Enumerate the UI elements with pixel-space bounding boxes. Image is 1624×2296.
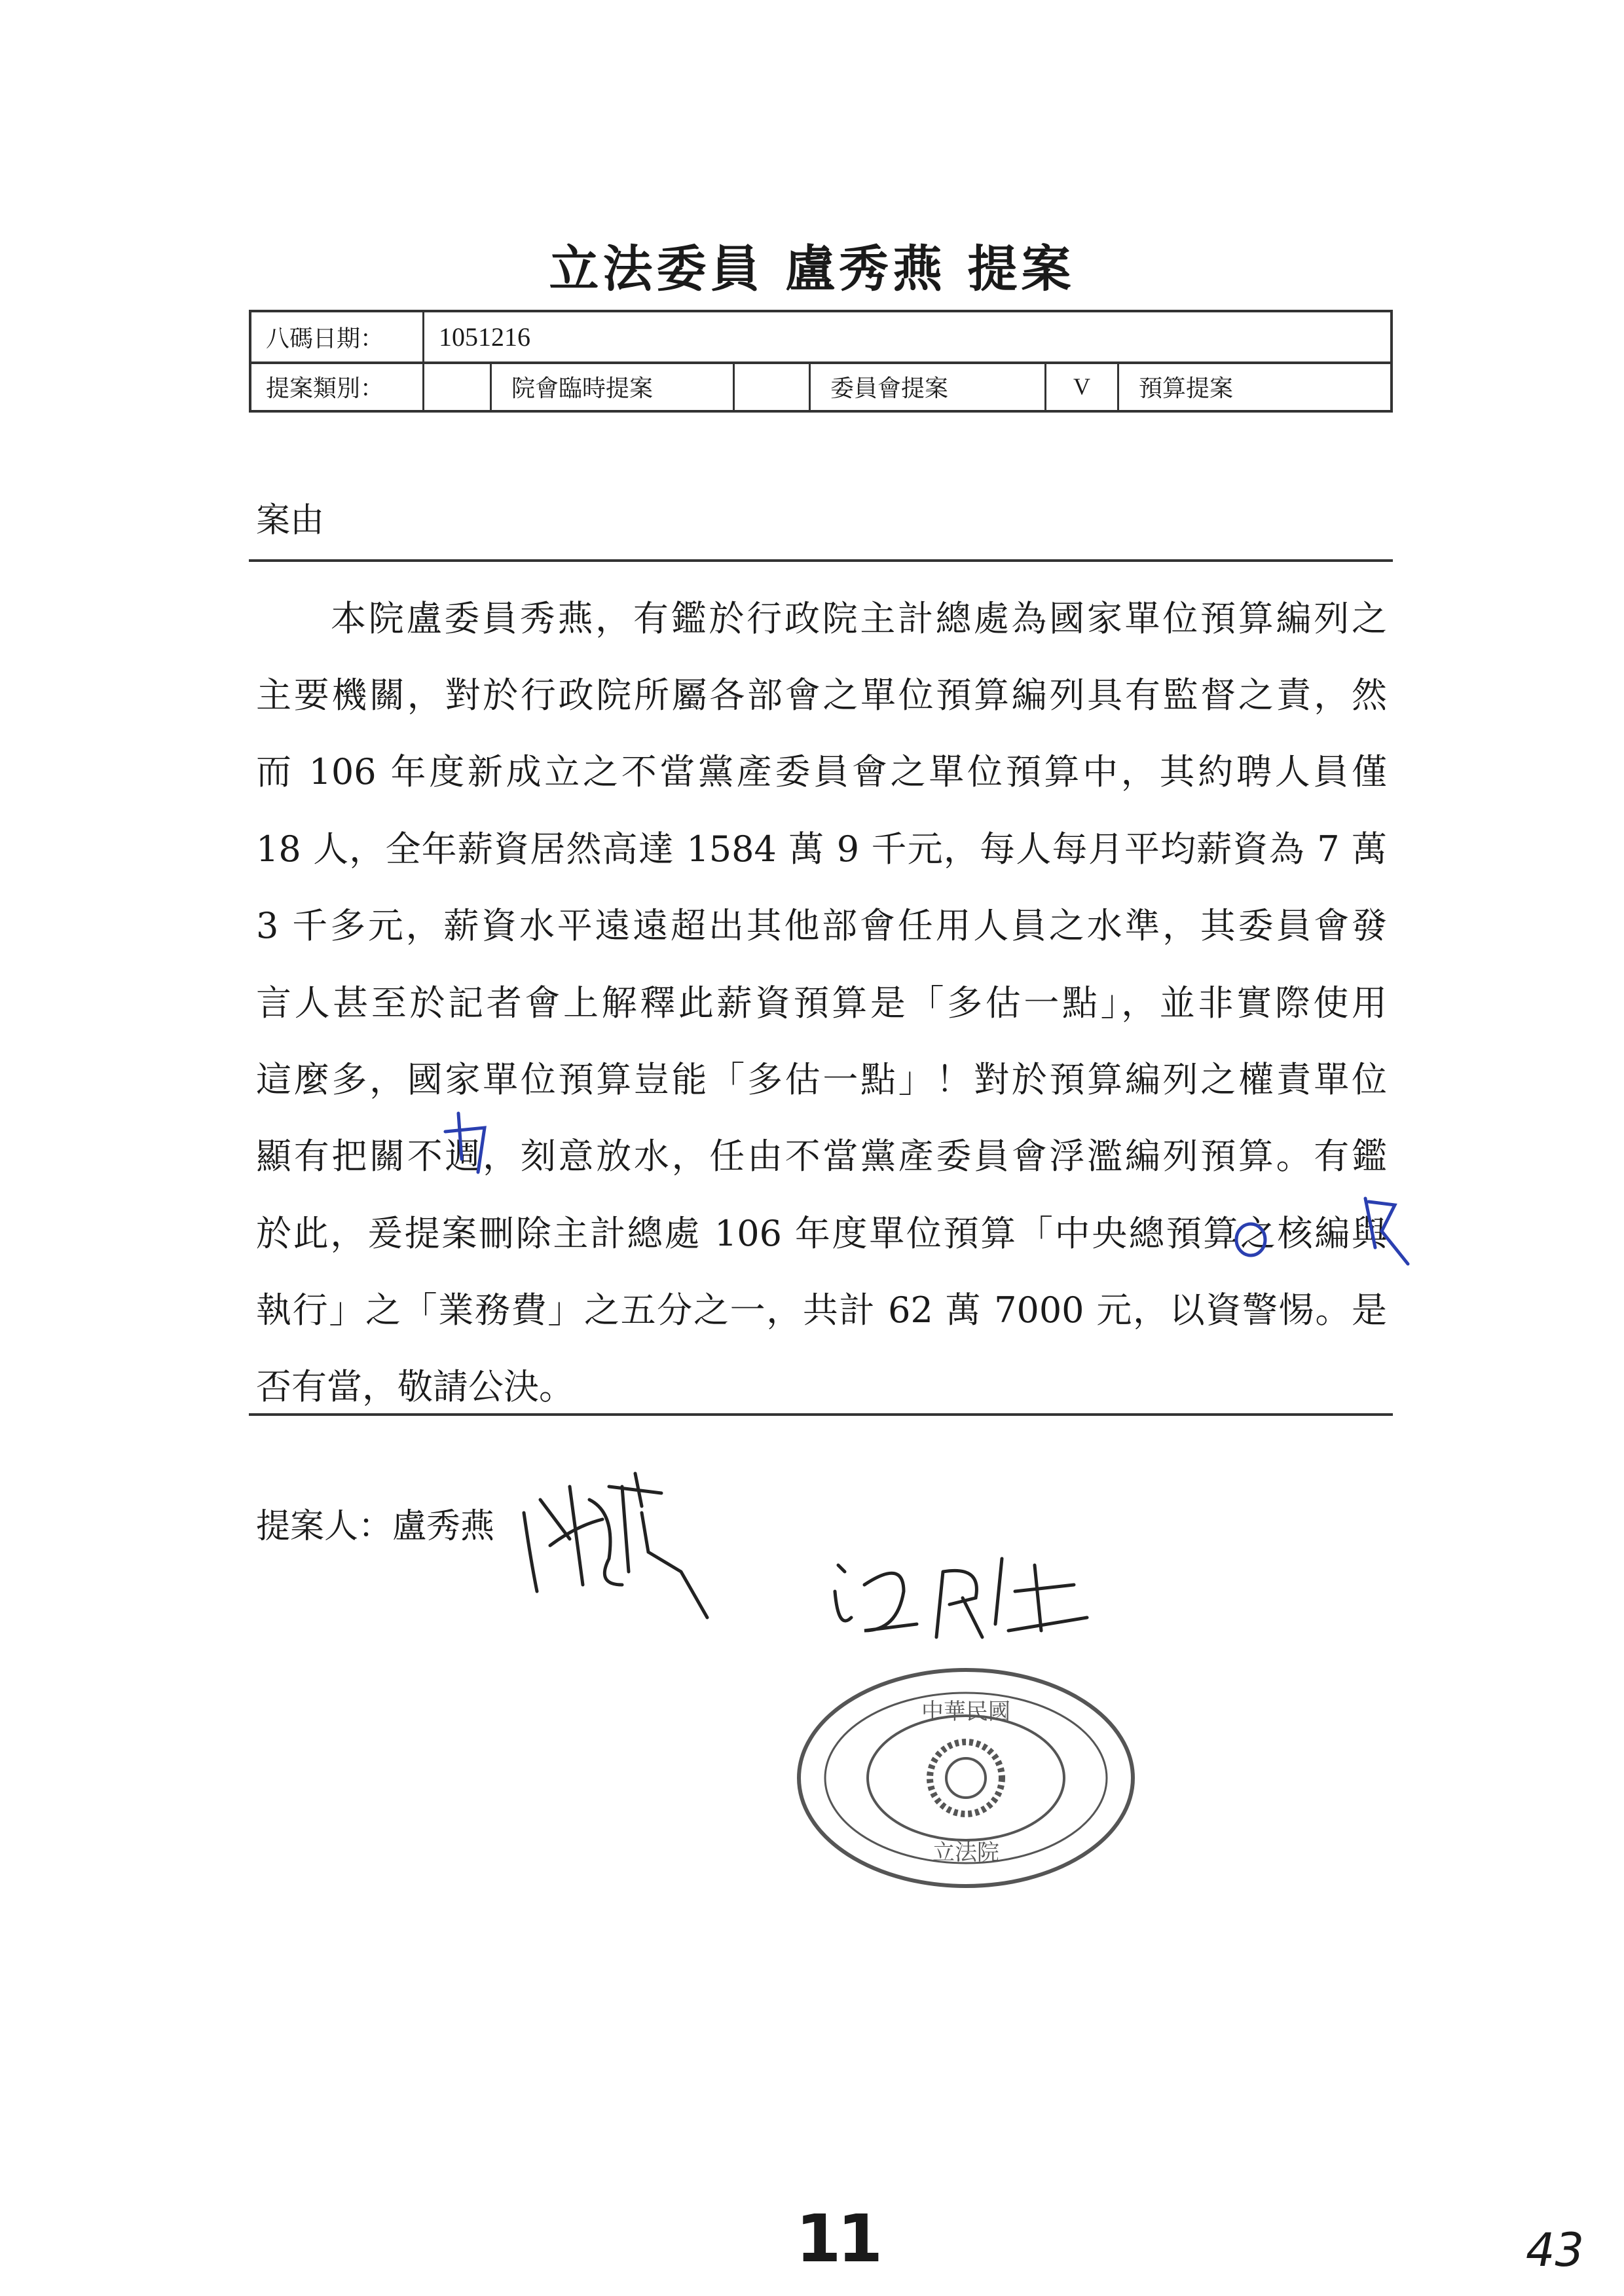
section-label: 案由 <box>256 501 325 540</box>
page-number: 11 <box>796 2200 879 2277</box>
sheet-number: 43 <box>1526 2223 1585 2277</box>
body-line: 顯有把關不週，刻意放水，任由不當黨產委員會浮濫編列預算。有鑑 <box>256 1136 1387 1177</box>
body-line: 本院盧委員秀燕，有鑑於行政院主計總處為國家單位預算編列之 <box>331 598 1387 639</box>
date-label: 八碼日期： <box>266 325 384 352</box>
proposer-line <box>256 1498 494 1547</box>
body-line: 18 人，全年薪資居然高達 1584 萬 9 千元，每人每月平均薪資為 7 萬 <box>256 828 1387 870</box>
signature-2 <box>835 1559 1087 1637</box>
body-line: 3 千多元，薪資水平遠遠超出其他部會任用人員之水準，其委員會發 <box>256 905 1387 946</box>
body-line: 執行」之「業務費」之五分之一，共計 62 萬 7000 元，以資警惕。是 <box>256 1289 1387 1331</box>
body-line: 這麼多，國家單位預算豈能「多估一點」！對於預算編列之權責單位 <box>256 1059 1387 1100</box>
official-seal <box>792 1663 1139 1893</box>
correction-mark-li <box>445 1113 485 1172</box>
document-title: 立法委員 盧秀燕 提案 <box>549 240 1075 298</box>
option-label: 預算提案 <box>1117 363 1390 410</box>
option-label: 院會臨時提案 <box>490 363 733 410</box>
seal-text: 立法院 <box>932 1840 999 1866</box>
proposer-label: 提案人： <box>256 1507 393 1546</box>
body-line: 於此，爰提案刪除主計總處 106 年度單位預算「中央總預算之核編與 <box>256 1213 1387 1254</box>
handwritten-signatures <box>511 1460 1198 1670</box>
type-label: 提案類別： <box>266 375 384 402</box>
body-line: 否有當，敬請公決。 <box>256 1366 574 1407</box>
proposer-name: 盧秀燕 <box>392 1507 495 1546</box>
body-line: 而 106 年度新成立之不當黨產委員會之單位預算中，其約聘人員僅 <box>256 751 1387 792</box>
correction-mark-ji <box>1365 1198 1408 1264</box>
body-line: 言人甚至於記者會上解釋此薪資預算是「多估一點」，並非實際使用 <box>256 982 1387 1024</box>
date-value: 1051216 <box>422 312 1390 361</box>
option-label: 委員會提案 <box>809 363 1044 410</box>
correction-circle <box>1236 1224 1265 1255</box>
signature-1 <box>524 1473 707 1618</box>
divider <box>249 1413 1393 1416</box>
body-line: 主要機關，對於行政院所屬各部會之單位預算編列具有監督之責，然 <box>256 675 1387 716</box>
option-mark-checked: V <box>1044 363 1117 410</box>
seal-text: 中華民國 <box>921 1699 1010 1725</box>
